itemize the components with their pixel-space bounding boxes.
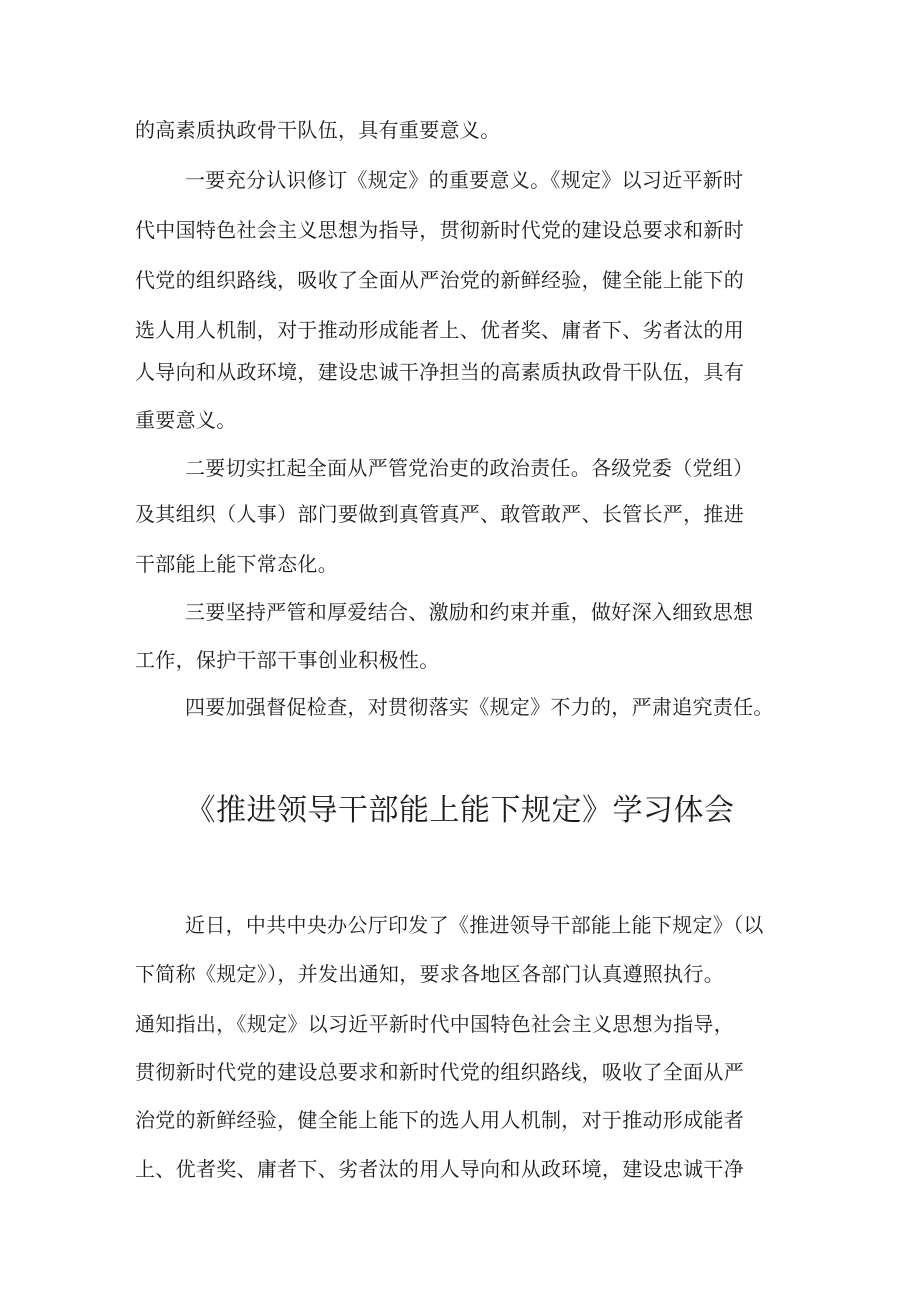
body-line: 下简称《规定》），并发出通知，要求各地区各部门认真遵照执行。 — [135, 962, 724, 986]
body-line: 人导向和从政环境，建设忠诚干净担当的高素质执政骨干队伍，具有 — [135, 360, 744, 384]
paragraph-first-line: 四要加强督促检查，对贯彻落实《规定》不力的，严肃追究责任。 — [185, 695, 774, 719]
body-line: 干部能上能下常态化。 — [135, 552, 338, 576]
paragraph-first-line: 二要切实扛起全面从严管党治吏的政治责任。各级党委（党组） — [185, 456, 754, 480]
paragraph-first-line: 一要充分认识修订《规定》的重要意义。《规定》以习近平新时 — [185, 168, 744, 192]
paragraph-first-line: 三要坚持严管和厚爱结合、激励和约束并重，做好深入细致思想 — [185, 600, 754, 624]
body-line: 工作，保护干部干事创业积极性。 — [135, 648, 440, 672]
body-line: 选人用人机制，对于推动形成能者上、优者奖、庸者下、劣者汰的用 — [135, 318, 744, 342]
body-line: 治党的新鲜经验，健全能上能下的选人用人机制，对于推动形成能者 — [135, 1108, 744, 1132]
body-line: 及其组织（人事）部门要做到真管真严、敢管敢严、长管长严，推进 — [135, 502, 744, 526]
body-line: 代中国特色社会主义思想为指导，贯彻新时代党的建设总要求和新时 — [135, 218, 744, 242]
body-line: 的高素质执政骨干队伍，具有重要意义。 — [135, 118, 501, 142]
body-line: 上、优者奖、庸者下、劣者汰的用人导向和从政环境，建设忠诚干净 — [135, 1157, 744, 1181]
body-line: 贯彻新时代党的建设总要求和新时代党的组织路线，吸收了全面从严 — [135, 1060, 744, 1084]
body-line: 重要意义。 — [135, 408, 237, 432]
body-line: 通知指出，《规定》以习近平新时代中国特色社会主义思想为指导， — [135, 1012, 734, 1036]
paragraph-first-line: 近日，中共中央办公厅印发了《推进领导干部能上能下规定》（以 — [185, 913, 764, 937]
body-line: 代党的组织路线，吸收了全面从严治党的新鲜经验，健全能上能下的 — [135, 268, 744, 292]
section-heading: 《推进领导干部能上能下规定》学习体会 — [185, 793, 735, 828]
